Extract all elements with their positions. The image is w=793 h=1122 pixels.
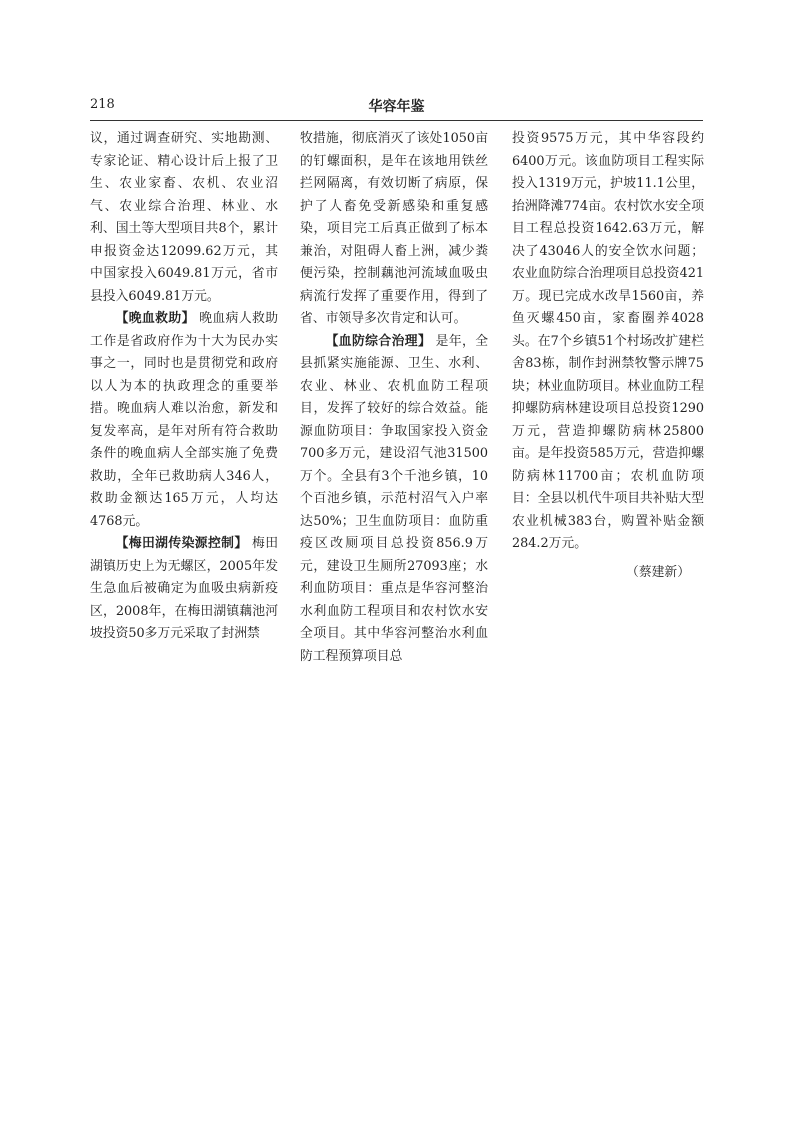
page-number: 218 — [90, 97, 115, 112]
paragraph-continued: 议，通过调查研究、实地勘测、专家论证、精心设计后上报了卫生、农业家畜、农机、农业沼气、农业综合治理、林业、水利、国土等大型项目共8个，累计申报资金达12099.62万元，其中国家投入6049.81万元，省市县投入6049.81万元。 — [90, 131, 278, 304]
column-1 — [90, 128, 278, 646]
section-heading: 【血防综合治理】 — [325, 333, 432, 349]
paragraph-continued: 投资9575万元，其中华容段约6400万元。该血防项目工程实际投入1319万元，护坡11.1公里，抬洲降滩774亩。农村饮水安全项目工程总投资1642.63万元，解决了43046人的安全饮水问题；农业血防综合治理项目总投资421万。现已完成水改旱1560亩，养鱼灭螺450亩，家畜圈养4028头。在7个乡镇51个村场改扩建栏舍83栋，制作封洲禁牧警示牌75块；林业血防项目。林业血防工程抑螺防病林建设项目总投资1290万元，营造抑螺防病林25800亩。是年投资585万元，营造抑螺防病林11700亩；农机血防项目：全县以机代牛项目共补贴大型农业机械383台，购置补贴金额284.2万元。 — [512, 131, 704, 551]
paragraph-body: 是年，全县抓紧实施能源、卫生、水利、农业、林业、农机血防工程项目，发挥了较好的综合效益。能源血防项目：争取国家投入资金700多万元，建设沼气池31500万个。全县有3个千池乡镇，10个百池乡镇，示范村沼气入户率达50%；卫生血防项目：血防重疫区改厕项目总投资856.9万元，建设卫生厕所27093座；水利血防项目：重点是华容河整治水利血防工程项目和农村饮水安全项目。其中华容河整治水利血防工程预算项目总 — [300, 333, 489, 664]
paragraph-comprehensive-control — [300, 331, 488, 669]
paragraph-late-schistosomiasis-aid — [90, 308, 278, 533]
header-rule — [90, 120, 703, 121]
column-3 — [512, 128, 704, 584]
book-title: 华容年鉴 — [368, 99, 425, 115]
paragraph-meitianhu-source-control — [90, 533, 278, 646]
section-heading: 【晚血救助】 — [115, 311, 195, 326]
column-2 — [300, 128, 488, 668]
paragraph-continued: 牧措施，彻底消灭了该处1050亩的钉螺面积，是年在该地用铁丝拦网隔离，有效切断了病原，保护了人畜免受新感染和重复感染，项目完工后真正做到了标本兼治，对阻碍人畜上洲，减少粪便污染，控制藕池河流域血吸虫病流行发挥了重要作用，得到了省、市领导多次肯定和认可。 — [300, 131, 488, 326]
section-heading: 【梅田湖传染源控制】 — [115, 536, 248, 551]
page-header — [90, 97, 703, 117]
paragraph-body: 梅田湖镇历史上为无螺区，2005年发生急血后被确定为血吸虫病新疫区，2008年，在梅田湖镇藕池河坡投资50多万元采取了封洲禁 — [90, 536, 279, 641]
author-credit: （蔡建新） — [626, 564, 690, 580]
paragraph-body: 晚血病人救助工作是省政府作为十大为民办实事之一，同时也是贯彻党和政府以人为本的执政理念的重要举措。晚血病人难以治愈，新发和复发率高，是年对所有符合救助条件的晚血病人全部实施了免费救助，全年已救助病人346人，救助金额达165万元，人均达4768元。 — [90, 311, 278, 529]
